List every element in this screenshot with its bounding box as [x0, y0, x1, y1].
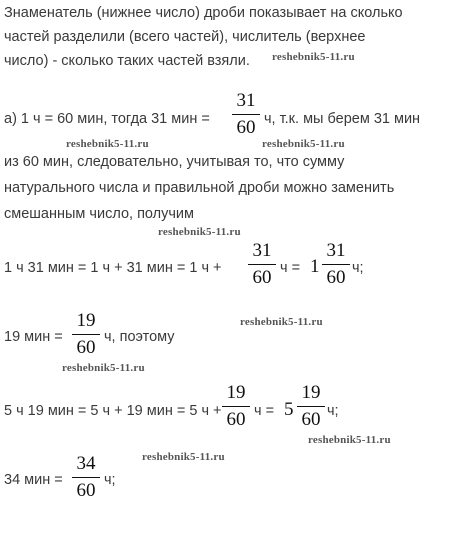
- fraction-bar: [232, 114, 260, 115]
- intro-line-3: число) - сколько таких частей взяли.: [4, 53, 250, 69]
- fraction-numerator: 19: [226, 382, 246, 403]
- fraction-31-60: [228, 89, 264, 140]
- fraction-numerator: 19: [301, 382, 321, 403]
- eq3-end: ч;: [327, 403, 339, 419]
- intro-line-1: Знаменатель (нижнее число) дроби показывает на сколько: [4, 5, 403, 21]
- watermark: reshebnik5-11.ru: [66, 138, 149, 150]
- watermark: reshebnik5-11.ru: [62, 362, 145, 374]
- watermark: reshebnik5-11.ru: [158, 226, 241, 238]
- fraction-bar: [322, 264, 350, 265]
- fraction-numerator: 31: [252, 240, 272, 261]
- fraction-bar: [72, 477, 100, 478]
- eq3-mid: ч =: [254, 403, 275, 419]
- fraction-bar: [72, 334, 100, 335]
- intro-line-2: частей разделили (всего частей), числитель (верхнее: [4, 29, 366, 45]
- eq3-whole-part: 5: [284, 399, 294, 420]
- fraction-denominator: 60: [236, 117, 256, 138]
- fraction-bar: [297, 406, 325, 407]
- eq1-left: 1 ч 31 мин = 1 ч + 31 мин = 1 ч +: [4, 260, 222, 276]
- part-a-suffix: ч, т.к. мы берем 31 мин: [264, 111, 421, 127]
- fraction-numerator: 19: [76, 310, 96, 331]
- eq2-end: ч, поэтому: [104, 329, 175, 345]
- eq3-left: 5 ч 19 мин = 5 ч + 19 мин = 5 ч +: [4, 403, 222, 419]
- fraction-bar: [222, 406, 250, 407]
- fraction-denominator: 60: [76, 480, 96, 501]
- watermark: reshebnik5-11.ru: [308, 434, 391, 446]
- eq3-fraction-2: [293, 381, 329, 432]
- eq2-fraction: [68, 309, 104, 360]
- eq4-end: ч;: [104, 472, 116, 488]
- fraction-denominator: 60: [301, 409, 321, 430]
- eq4-left: 34 мин =: [4, 472, 63, 488]
- watermark: reshebnik5-11.ru: [142, 451, 225, 463]
- eq1-whole-part: 1: [310, 256, 320, 277]
- fraction-numerator: 31: [236, 90, 256, 111]
- eq2-left: 19 мин =: [4, 329, 63, 345]
- eq1-mid: ч =: [280, 260, 301, 276]
- fraction-bar: [248, 264, 276, 265]
- part-a-prefix: а) 1 ч = 60 мин, тогда 31 мин =: [4, 111, 210, 127]
- part-a-line-3: натурального числа и правильной дроби можно заменить: [4, 180, 395, 196]
- fraction-denominator: 60: [252, 267, 272, 288]
- watermark: reshebnik5-11.ru: [240, 316, 323, 328]
- fraction-denominator: 60: [326, 267, 346, 288]
- eq1-end: ч;: [352, 260, 364, 276]
- fraction-numerator: 34: [76, 453, 96, 474]
- fraction-denominator: 60: [226, 409, 246, 430]
- eq4-fraction: [68, 452, 104, 503]
- fraction-denominator: 60: [76, 337, 96, 358]
- eq1-fraction-1: [244, 239, 280, 290]
- watermark: reshebnik5-11.ru: [262, 138, 345, 150]
- part-a-line-2: из 60 мин, следовательно, учитывая то, что сумму: [4, 154, 345, 170]
- part-a-line-4: смешанным число, получим: [4, 206, 194, 222]
- fraction-numerator: 31: [326, 240, 346, 261]
- eq3-fraction-1: [218, 381, 254, 432]
- eq1-fraction-2: [318, 239, 354, 290]
- watermark: reshebnik5-11.ru: [272, 51, 355, 63]
